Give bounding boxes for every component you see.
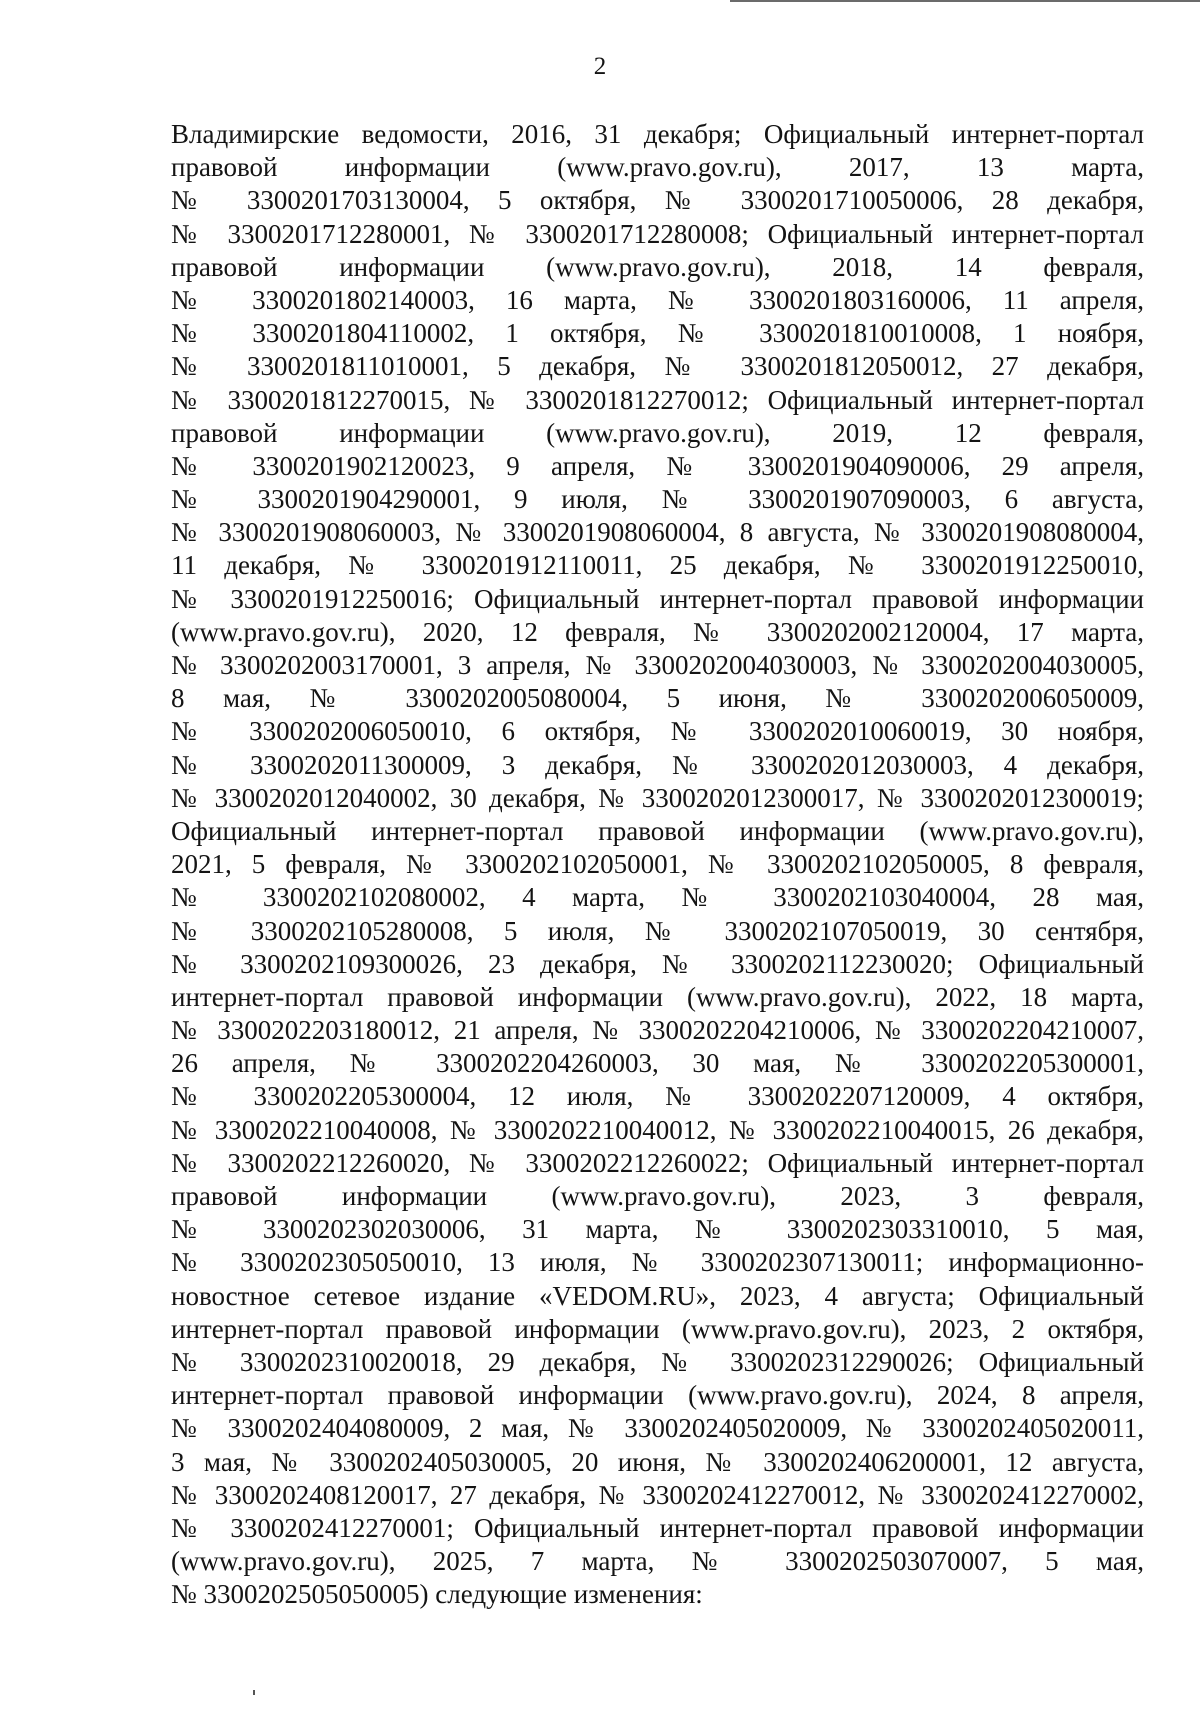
text-line: № 3300202210040008, № 3300202210040012, № 3300202210040015, 26 декабря, (171, 1114, 1144, 1145)
text-line: № 3300202412270001; Официальный интернет-портал правовой информации (171, 1512, 1144, 1543)
text-line: № 3300202305050010, 13 июля, № 3300202307130011; информационно- (171, 1247, 1144, 1278)
text-line: правовой информации (www.pravo.gov.ru), 2023, 3 февраля, (171, 1181, 1144, 1211)
text-line: 3 мая, № 3300202405030005, 20 июня, № 3300202406200001, 12 августа, (171, 1446, 1144, 1477)
text-line: правовой информации (www.pravo.gov.ru), 2017, 13 марта, (171, 152, 1144, 183)
text-line: правовой информации (www.pravo.gov.ru), 2019, 12 февраля, (171, 417, 1144, 448)
text-line: новостное сетевое издание «VEDOM.RU», 2023, 4 августа; Официальный (171, 1280, 1144, 1311)
text-line: интернет-портал правовой информации (www.pravo.gov.ru), 2023, 2 октября, (171, 1313, 1144, 1344)
text-line: Официальный интернет-портал правовой информации (www.pravo.gov.ru), (171, 815, 1144, 846)
text-line: № 3300202408120017, 27 декабря, № 3300202412270012, № 3300202412270002, (171, 1479, 1144, 1510)
text-line: № 3300202203180012, 21 апреля, № 3300202204210006, № 3300202204210007, (171, 1015, 1144, 1046)
text-line: № 3300201802140003, 16 марта, № 3300201803160006, 11 апреля, (171, 284, 1144, 315)
text-line: № 3300202003170001, 3 апреля, № 3300202004030003, № 3300202004030005, (171, 650, 1144, 680)
text-line: 26 апреля, № 3300202204260003, 30 мая, № 3300202205300001, (171, 1048, 1144, 1079)
text-line: интернет-портал правовой информации (www.pravo.gov.ru), 2024, 8 апреля, (171, 1380, 1144, 1411)
text-line: № 3300201712280001, № 3300201712280008; Официальный интернет-портал (171, 218, 1144, 249)
body-text (171, 118, 1144, 1611)
text-line: № 3300201902120023, 9 апреля, № 3300201904090006, 29 апреля, (171, 450, 1144, 481)
scan-speck (253, 1690, 255, 1695)
text-line: № 3300202505050005) следующие изменения: (171, 1579, 703, 1610)
text-line: 8 мая, № 3300202005080004, 5 июня, № 3300202006050009, (171, 683, 1144, 714)
text-line: № 3300201908060003, № 3300201908060004, 8 августа, № 3300201908080004, (171, 517, 1144, 548)
text-line: № 3300201812270015, № 3300201812270012; Официальный интернет-портал (171, 384, 1144, 415)
scan-edge-line (730, 0, 1200, 2)
text-line: интернет-портал правовой информации (www.pravo.gov.ru), 2022, 18 марта, (171, 981, 1144, 1012)
text-line: правовой информации (www.pravo.gov.ru), 2018, 14 февраля, (171, 251, 1144, 282)
text-line: № 3300201804110002, 1 октября, № 3300201810010008, 1 ноября, (171, 318, 1144, 349)
text-line: 2021, 5 февраля, № 3300202102050001, № 3300202102050005, 8 февраля, (171, 849, 1144, 880)
text-line: № 3300202205300004, 12 июля, № 3300202207120009, 4 октября, (171, 1081, 1144, 1112)
text-line: № 3300202404080009, 2 мая, № 3300202405020009, № 3300202405020011, (171, 1413, 1144, 1444)
text-line: № 3300202011300009, 3 декабря, № 3300202012030003, 4 декабря, (171, 749, 1144, 780)
text-line: № 3300202006050010, 6 октября, № 3300202010060019, 30 ноября, (171, 716, 1144, 747)
text-line: Владимирские ведомости, 2016, 31 декабря; Официальный интернет-портал (171, 119, 1144, 149)
text-line: № 3300202310020018, 29 декабря, № 3300202312290026; Официальный (171, 1346, 1144, 1377)
text-line: (www.pravo.gov.ru), 2025, 7 марта, № 3300202503070007, 5 мая, (171, 1546, 1144, 1577)
text-line: № 3300202302030006, 31 марта, № 3300202303310010, 5 мая, (171, 1214, 1144, 1245)
text-line: № 3300202102080002, 4 марта, № 3300202103040004, 28 мая, (171, 882, 1144, 913)
text-line: № 3300202109300026, 23 декабря, № 3300202112230020; Официальный (171, 948, 1144, 979)
text-line: (www.pravo.gov.ru), 2020, 12 февраля, № 3300202002120004, 17 марта, (171, 616, 1144, 647)
text-line: № 3300201904290001, 9 июля, № 3300201907090003, 6 августа, (171, 484, 1144, 515)
text-line: № 3300201703130004, 5 октября, № 3300201710050006, 28 декабря, (171, 185, 1144, 216)
page-number: 2 (593, 53, 607, 80)
text-line: № 3300201912250016; Официальный интернет-портал правовой информации (171, 583, 1144, 614)
text-line: № 3300202212260020, № 3300202212260022; Официальный интернет-портал (171, 1147, 1144, 1178)
text-line: 11 декабря, № 3300201912110011, 25 декабря, № 3300201912250010, (171, 550, 1144, 581)
text-line: № 3300201811010001, 5 декабря, № 3300201812050012, 27 декабря, (171, 351, 1144, 382)
text-line: № 3300202105280008, 5 июля, № 3300202107050019, 30 сентября, (171, 915, 1144, 946)
text-line: № 3300202012040002, 30 декабря, № 3300202012300017, № 3300202012300019; (171, 782, 1144, 813)
